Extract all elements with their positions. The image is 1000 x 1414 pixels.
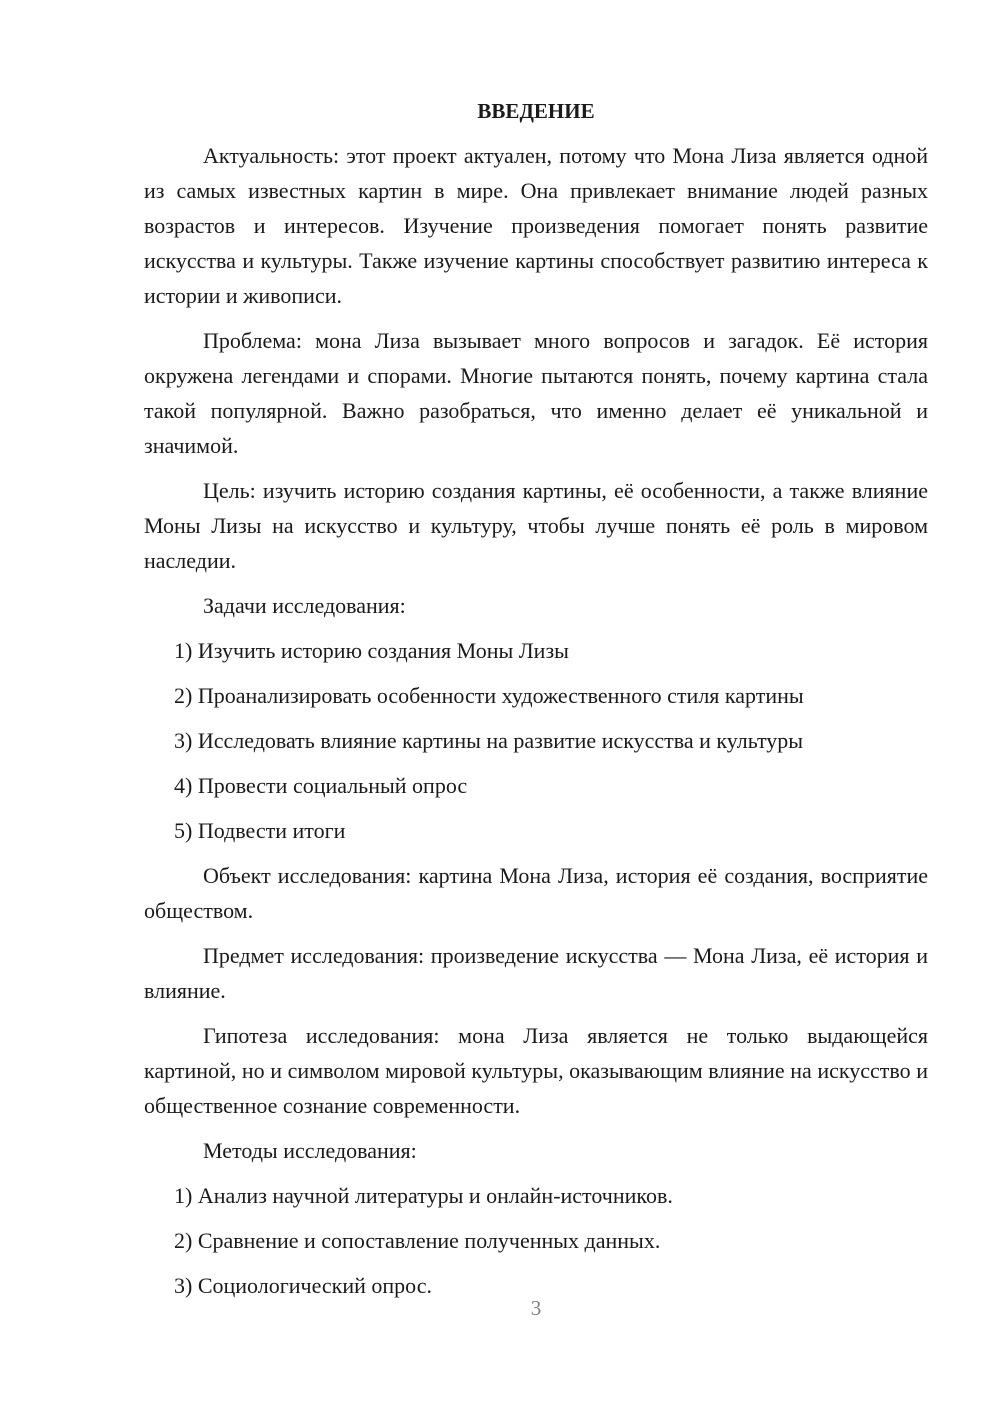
list-item: 4) Провести социальный опрос (174, 773, 468, 798)
list-item: 2) Сравнение и сопоставление полученных данных. (174, 1228, 661, 1253)
tasks-list (144, 633, 928, 848)
list-item: 5) Подвести итоги (174, 818, 346, 843)
goal-paragraph: Цель: изучить историю создания картины, её особенности, а также влияние Моны Лизы на искусство и культуру, чтобы лучше понять её роль в мировом наследии. (144, 478, 928, 573)
hypothesis-paragraph: Гипотеза исследования: мона Лиза является не только выдающейся картиной, но и символом мировой культуры, оказывающим влияние на искусство и общественное сознание современности. (144, 1023, 928, 1118)
section-heading: ВВЕДЕНИЕ (477, 99, 595, 123)
list-item: 1) Изучить историю создания Моны Лизы (174, 638, 569, 663)
page-number: 3 (530, 1296, 542, 1320)
list-item: 3) Исследовать влияние картины на развитие искусства и культуры (174, 728, 804, 753)
list-item: 3) Социологический опрос. (174, 1273, 432, 1298)
problem-paragraph: Проблема: мона Лиза вызывает много вопросов и загадок. Её история окружена легендами и спорами. Многие пытаются понять, почему картина стала такой популярной. Важно разобраться, что именно делает её уникальной и значимой. (144, 328, 928, 458)
methods-label: Методы исследования: (203, 1138, 417, 1163)
methods-list (144, 1178, 928, 1303)
subject-paragraph: Предмет исследования: произведение искусства — Мона Лиза, её история и влияние. (144, 943, 928, 1003)
object-paragraph: Объект исследования: картина Мона Лиза, история её создания, восприятие обществом. (144, 863, 928, 923)
document-page (144, 96, 928, 1313)
relevance-paragraph: Актуальность: этот проект актуален, потому что Мона Лиза является одной из самых известных картин в мире. Она привлекает внимание людей разных возрастов и интересов. Изучение произведения помогает понять развитие искусства и культуры. Также изучение картины способствует развитию интереса к истории и живописи. (144, 143, 928, 308)
list-item: 1) Анализ научной литературы и онлайн-источников. (174, 1183, 673, 1208)
list-item: 2) Проанализировать особенности художественного стиля картины (174, 683, 804, 708)
tasks-label: Задачи исследования: (203, 593, 406, 618)
